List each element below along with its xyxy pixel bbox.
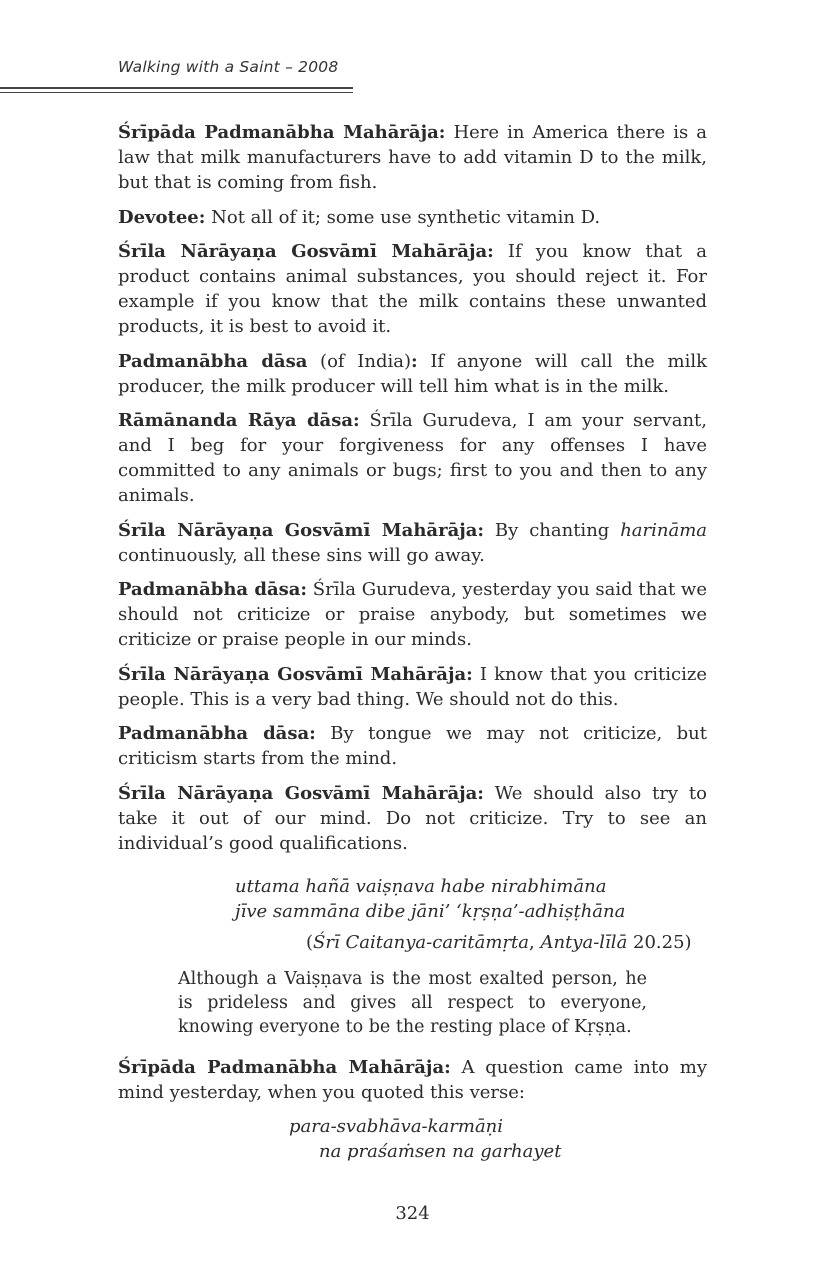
dialogue-paragraph [118, 205, 707, 230]
page-body [118, 120, 707, 1164]
verse-line: na praśaṁsen na garhayet [319, 1141, 562, 1162]
speaker-name: Śrīla Nārāyaṇa Gosvāmī Mahārāja: [118, 241, 494, 262]
speaker-name: Rāmānanda Rāya dāsa: [118, 410, 360, 431]
verse-line: uttama hañā vaiṣṇava habe nirabhimāna [235, 875, 607, 897]
header-rule-thin [0, 92, 353, 93]
speaker-colon: : [410, 350, 418, 372]
dialogue-text: By chanting [484, 519, 621, 541]
speaker-name: Padmanābha dāsa: [118, 723, 316, 744]
verse-line: para-svabhāva-karmāṇi [289, 1116, 504, 1137]
dialogue-text: A question came into my mind yesterday, when you quoted this verse: [118, 1056, 707, 1103]
dialogue-text: Here in America there is a law that milk manufacturers have to add vitamin D to the milk, but that is coming from fish. [118, 122, 707, 193]
speaker-name: Śrīla Nārāyaṇa Gosvāmī Mahārāja: [118, 519, 485, 541]
dialogue-paragraph [118, 781, 707, 856]
speaker-name: Śrīpāda Padmanābha Mahārāja: [118, 122, 446, 143]
dialogue-text: We should also try to take it out of our mind. Do not criticize. Try to see an individual’s good qualifications. [118, 782, 707, 854]
dialogue-text: Śrīla Gurudeva, I am your servant, and I beg for your forgiveness for any offenses I have committed to any animals or bugs; first to you and then to any animals. [118, 410, 707, 506]
dialogue-text: By tongue we may not criticize, but criticism starts from the mind. [118, 723, 707, 769]
citation-ref: 20.25) [627, 931, 692, 953]
speaker-note: (of India) [307, 350, 411, 372]
speaker-name: Śrīla Nārāyaṇa Gosvāmī Mahārāja: [118, 663, 473, 685]
italic-term: harināma [620, 519, 707, 541]
verse-line: jīve sammāna dibe jāni’ ‘kṛṣṇa’-adhiṣṭhāna [235, 900, 626, 922]
dialogue-paragraph [118, 408, 707, 508]
dialogue-text: continuously, all these sins will go away. [118, 544, 485, 566]
verse-citation [306, 930, 707, 955]
verse-translation: Although a Vaiṣṇava is the most exalted person, he is prideless and gives all respect to everyone, knowing everyone to be the resting place of Kṛṣṇa. [178, 968, 647, 1037]
dialogue-paragraph [118, 662, 707, 712]
dialogue-paragraph [118, 518, 707, 568]
speaker-name: Devotee: [118, 206, 206, 228]
dialogue-text: Not all of it; some use synthetic vitamin D. [205, 206, 601, 228]
dialogue-paragraph [118, 721, 707, 771]
dialogue-text: Śrīla Gurudeva, yesterday you said that we should not criticize or praise anybody, but sometimes we criticize or praise people in our minds. [118, 579, 707, 650]
dialogue-text: If anyone will call the milk producer, the milk producer will tell him what is in the milk. [118, 350, 707, 397]
citation-source: Śrī Caitanya-caritāmṛta [313, 931, 530, 953]
speaker-name: Śrīpāda Padmanābha Mahārāja: [118, 1056, 451, 1078]
verse-block [235, 874, 707, 924]
dialogue-paragraph [118, 239, 707, 339]
dialogue-text: I know that you criticize people. This is a very bad thing. We should not do this. [118, 663, 707, 710]
speaker-name: Śrīla Nārāyaṇa Gosvāmī Mahārāja: [118, 782, 484, 804]
page-number: 324 [395, 1203, 430, 1224]
header-rule-thick [0, 87, 353, 89]
speaker-name: Padmanābha dāsa [118, 350, 308, 372]
dialogue-paragraph [118, 349, 707, 399]
speaker-name: Padmanābha dāsa: [118, 579, 308, 600]
dialogue-paragraph [118, 120, 707, 195]
citation-paren: ( [306, 931, 314, 953]
citation-lila: Antya-līlā [540, 931, 628, 953]
dialogue-text: If you know that a product contains animal substances, you should reject it. For example if you know that the milk contains these unwanted products, it is best to avoid it. [118, 241, 708, 337]
verse-block [289, 1114, 707, 1164]
dialogue-paragraph [118, 577, 707, 652]
running-header: Walking with a Saint – 2008 [118, 58, 339, 76]
citation-sep: , [529, 931, 541, 953]
dialogue-paragraph [118, 1055, 707, 1105]
